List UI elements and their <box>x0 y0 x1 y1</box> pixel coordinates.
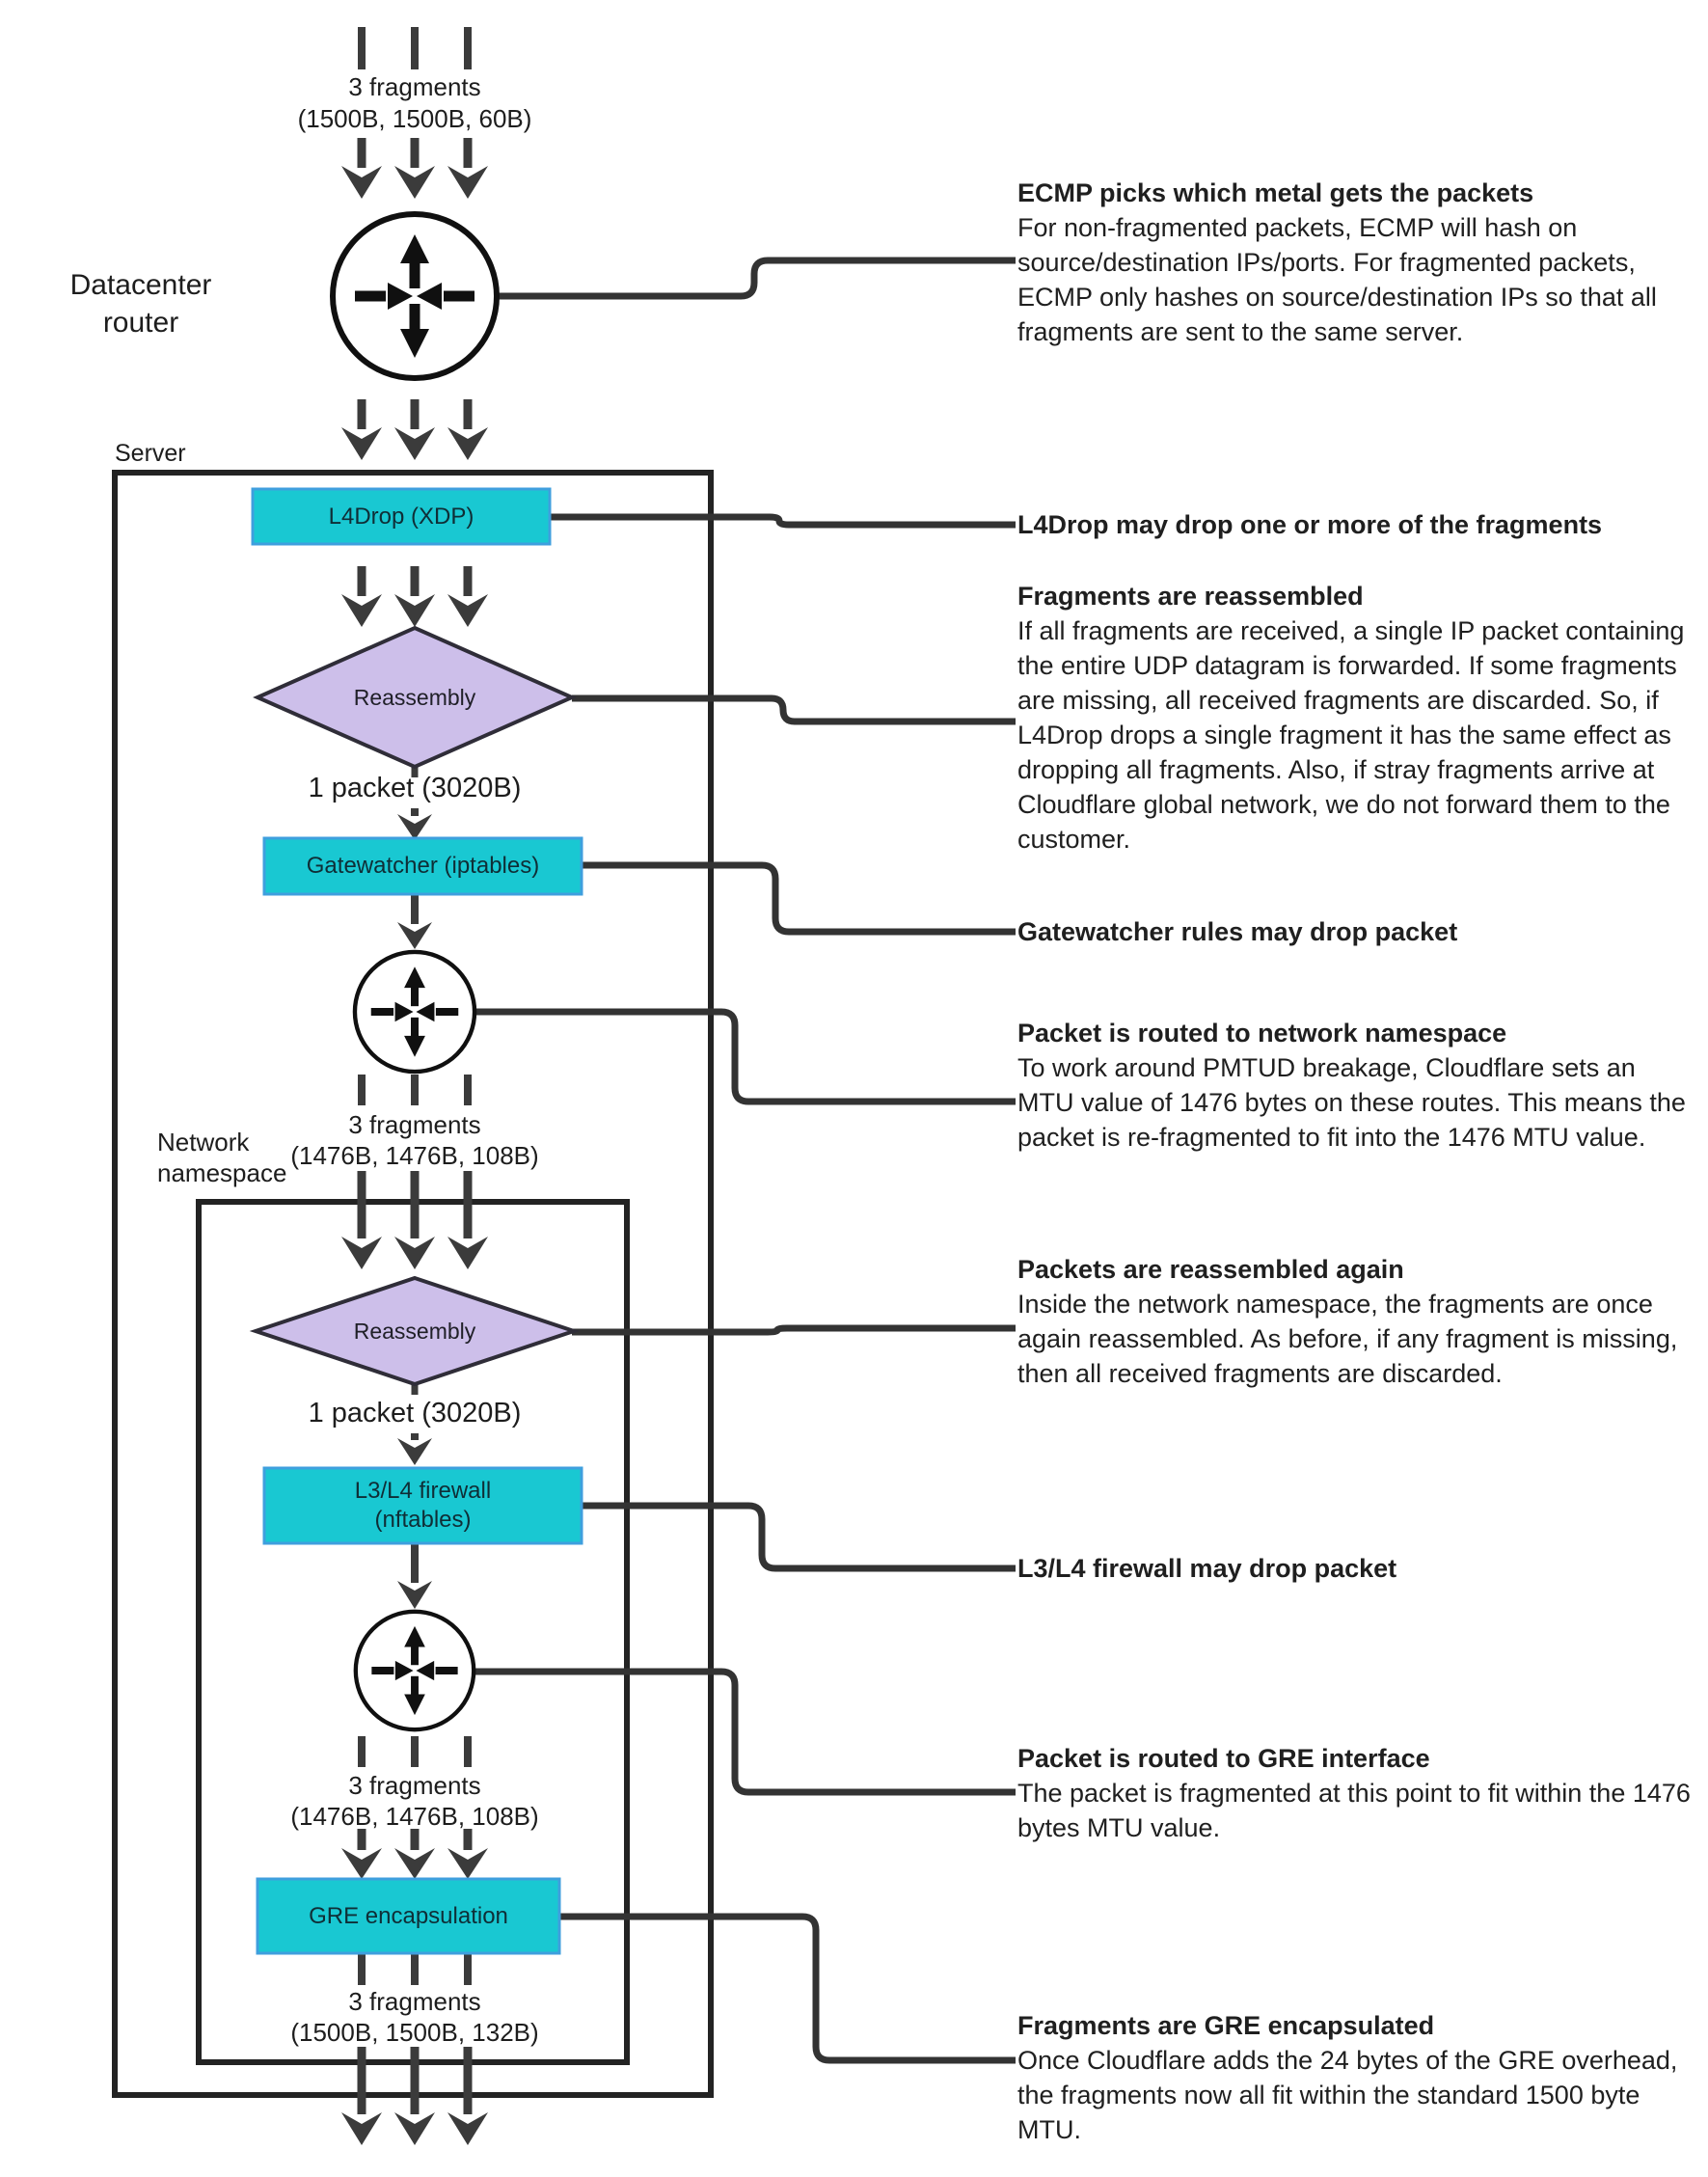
annotation-netns-route <box>1017 1016 1698 1155</box>
low-fragments-label: 3 fragments <box>348 1771 481 1800</box>
firewall-label-line1: L3/L4 firewall <box>354 1478 492 1504</box>
datacenter-router-label <box>70 266 212 341</box>
low-fragments-sizes: (1476B, 1476B, 108B) <box>290 1802 539 1831</box>
server-label: Server <box>115 440 186 467</box>
mid-fragments-sizes: (1476B, 1476B, 108B) <box>290 1141 539 1170</box>
annotation-ecmp <box>1017 176 1698 349</box>
out-fragments-label: 3 fragments <box>348 1987 481 2016</box>
gatewatcher-label: Gatewatcher (iptables) <box>306 853 540 879</box>
annotation-heading: Gatewatcher rules may drop packet <box>1017 917 1458 946</box>
connector-gre-route <box>474 1672 1016 1792</box>
gre-label: GRE encapsulation <box>309 1902 508 1929</box>
firewall-label <box>264 1468 582 1543</box>
annotation-body: Inside the network namespace, the fragments are once again reassembled. As before, if any fragment is missing, then all received fragments are discarded. <box>1017 1290 1678 1388</box>
reassembly-1-label: Reassembly <box>353 684 476 710</box>
connector-gatewatcher <box>582 865 1016 932</box>
annotation-body: The packet is fragmented at this point to fit within the 1476 bytes MTU value. <box>1017 1779 1691 1842</box>
annotation-gre-encap <box>1017 2008 1698 2147</box>
annotation-body: Once Cloudflare adds the 24 bytes of the GRE overhead, the fragments now all fit within the standard 1500 byte MTU. <box>1017 2046 1678 2144</box>
fragment-bars-out <box>358 1954 472 1985</box>
annotation-connectors <box>474 260 1016 2060</box>
arrows-into-router <box>341 138 488 199</box>
annotation-heading: L3/L4 firewall may drop packet <box>1017 1554 1397 1583</box>
annotation-heading: ECMP picks which metal gets the packets <box>1017 178 1534 207</box>
annotation-l4drop <box>1017 507 1698 542</box>
top-fragments-sizes: (1500B, 1500B, 60B) <box>297 104 532 133</box>
annotation-reassembled <box>1017 579 1698 857</box>
network-namespace-label-line1: Network <box>157 1128 250 1157</box>
connector-reassembly-2 <box>572 1328 1016 1332</box>
out-fragments-sizes: (1500B, 1500B, 132B) <box>290 2018 539 2047</box>
annotation-body: If all fragments are received, a single IP packet containing the entire UDP datagram is forwarded. If some fragments are missing, all received fragments are discarded. So, if L4Drop drops a single fragment it has the same effect as dropping all fragments. Also, if stray fragments arrive at Cloudflare global network, we do not forward them to the customer. <box>1017 616 1685 854</box>
datacenter-router-icon <box>333 214 497 378</box>
firewall-label-line2: (nftables) <box>374 1507 472 1533</box>
annotation-gatewatcher <box>1017 914 1698 949</box>
annotation-gre-route <box>1017 1741 1698 1845</box>
annotation-heading: Packet is routed to network namespace <box>1017 1019 1507 1048</box>
route-gre-icon <box>356 1612 474 1729</box>
connector-reassembly-1 <box>572 698 1016 721</box>
connector-firewall <box>582 1506 1016 1568</box>
top-fragments-label: 3 fragments <box>348 72 481 101</box>
datacenter-router-label-line2: router <box>102 307 179 339</box>
network-namespace-label-line2: namespace <box>157 1158 287 1187</box>
fragment-bars-low <box>358 1736 472 1767</box>
datacenter-router-label-line1: Datacenter <box>69 269 212 301</box>
annotation-reassembled-again <box>1017 1252 1698 1391</box>
network-namespace-label <box>157 1127 286 1188</box>
packet-2-label: 1 packet (3020B) <box>308 1398 522 1429</box>
reassembly-2-label: Reassembly <box>353 1318 476 1344</box>
packet-1-label: 1 packet (3020B) <box>308 773 522 803</box>
annotation-body: To work around PMTUD breakage, Cloudflare sets an MTU value of 1476 bytes on these routes. This means the packet is re-fragmented to fit into the 1476 MTU value. <box>1017 1053 1686 1152</box>
l4drop-label: L4Drop (XDP) <box>328 503 474 530</box>
connector-netns-route <box>474 1012 1016 1102</box>
arrows-into-server <box>341 399 488 460</box>
annotation-heading: Fragments are reassembled <box>1017 582 1364 611</box>
annotation-heading: L4Drop may drop one or more of the fragments <box>1017 510 1603 539</box>
arrows-into-gre <box>341 1829 488 1879</box>
arrowhead-into-firewall <box>397 1438 432 1465</box>
annotation-firewall <box>1017 1551 1698 1586</box>
mid-fragments-label: 3 fragments <box>348 1110 481 1139</box>
annotation-heading: Packets are reassembled again <box>1017 1255 1404 1284</box>
arrowhead-into-router-3 <box>397 1581 432 1609</box>
arrowhead-into-router-2 <box>397 922 432 949</box>
arrows-out-bottom <box>341 2047 488 2145</box>
annotation-body: For non-fragmented packets, ECMP will hash on source/destination IPs/ports. For fragmented packets, ECMP only hashes on source/destination IPs so that all fragments are sent to the same server. <box>1017 213 1657 346</box>
fragment-bars-top <box>358 27 472 69</box>
annotation-heading: Packet is routed to GRE interface <box>1017 1744 1430 1773</box>
connector-ecmp <box>498 260 1016 296</box>
fragment-bars-mid <box>358 1075 472 1105</box>
route-netns-icon <box>355 952 474 1072</box>
arrows-into-namespace <box>341 1171 488 1269</box>
arrowhead-into-gatewatcher <box>397 814 432 840</box>
arrows-into-reassembly-1 <box>341 566 488 627</box>
annotation-heading: Fragments are GRE encapsulated <box>1017 2011 1435 2040</box>
connector-l4drop <box>550 517 1016 525</box>
